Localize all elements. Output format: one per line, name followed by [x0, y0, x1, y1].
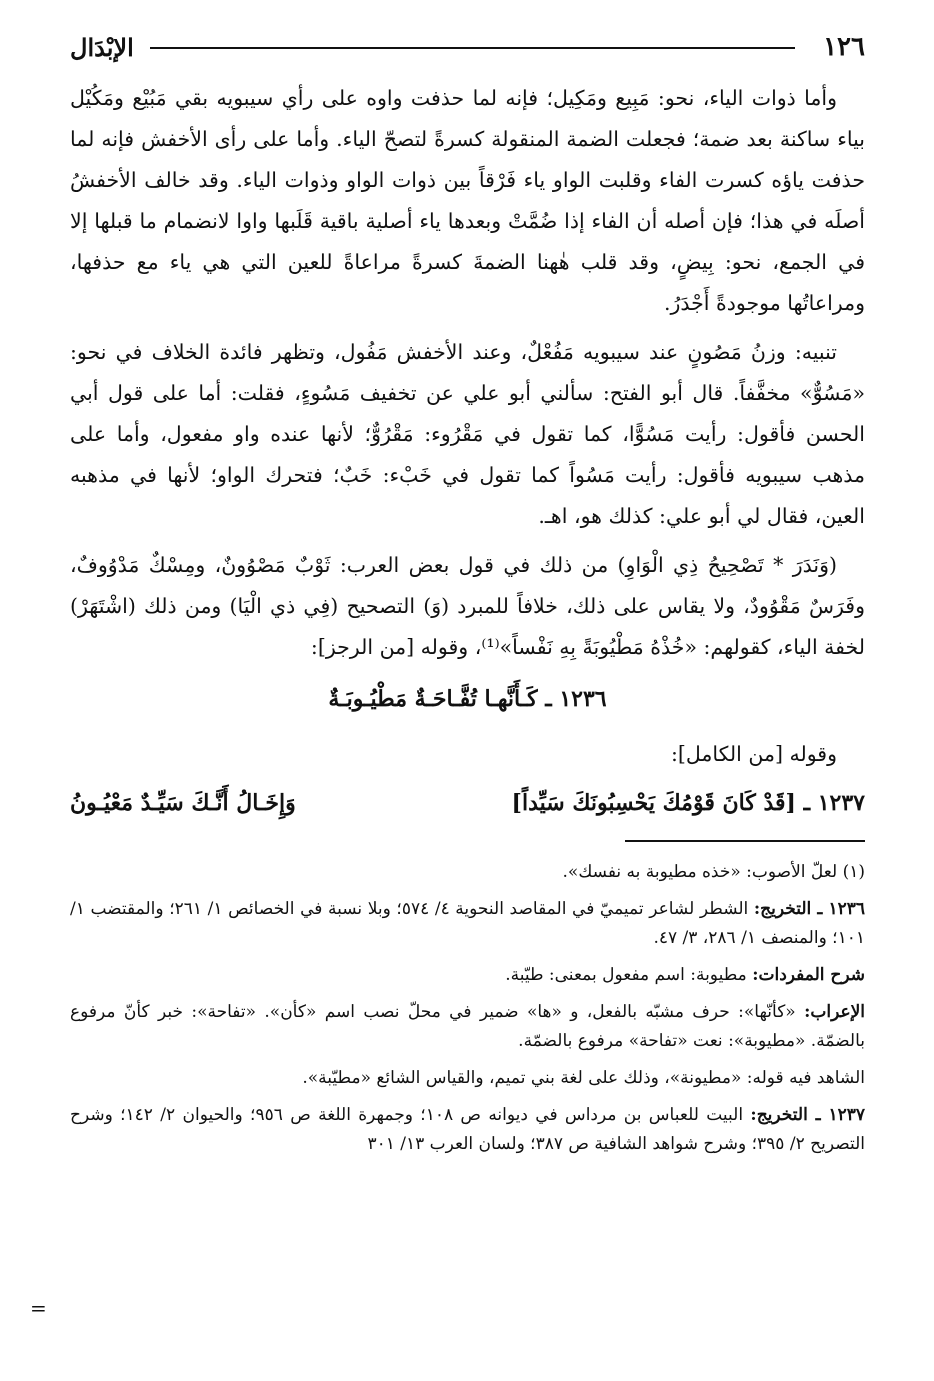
verse-intro: وقوله [من الكامل]: — [670, 742, 837, 766]
paragraph: تنبيه: وزنُ مَصُونٍ عند سيبويه مَفُعْلٌ، وعند الأخفش مَفُول، وتظهر فائدة الخلاف في نحو: «مَسُوٌّ» مخفَّفاً. قال أبو الفتح: سألني أبو علي عن تخفيف مَسُوءٍ، فقلت: أما على قول أبي الحسن فأقول: رأيت مَسُوًّا، كما تقول في مَقْرُوء: مَقْرُوٌّ؛ لأنها عنده واو مفعول، وأما على مذهب سيبويه فأقول: رأيت مَسُواً كما تقول في خَبْء: خَبٌ؛ فتحرك الواو؛ لأنها في مذهبه العين، فقال لي أبو علي: كذلك هو، اهـ. — [70, 340, 865, 528]
footnote-text: مطيوبة: اسم مفعول بمعنى: طيّبة. — [505, 965, 747, 985]
footnote-text: الشاهد فيه قوله: «مطيونة»، وذلك على لغة بني تميم، والقياس الشائع «مطيّبة». — [302, 1068, 865, 1088]
footnote-separator — [625, 840, 865, 842]
header-rule — [150, 47, 795, 49]
chapter-title: الإبْدَال — [70, 33, 144, 62]
paragraph: (وَنَدَرَ * تَصْحِيحُ ذِي الْوَاوِ) من ذلك في قول بعض العرب: ثَوْبٌ مَصْوُونٌ، ومِسْكٌ مَدْوُوفٌ، وفَرَسٌ مَقْوُودٌ، ولا يقاس على ذلك، خلافاً للمبرد (وَ) التصحيح (فِي ذي الْيَا) ومن ذلك (اشْتَهَرْ) لخفة الياء، كقولهم: «خُذْهُ مَطْيُوبَةً بِهِ نَفْساً»⁽¹⁾، وقوله [من الرجز]: — [70, 553, 865, 659]
footnote-text: «كأنّها»: حرف مشبّه بالفعل، و «ها» ضمير في محلّ نصب اسم «كأن». «تفاحة»: خبر كأنّ مرفوع بالضمّة. «مطيوبة»: نعت «تفاحة» مرفوع بالضمّة. — [70, 1002, 865, 1051]
footnote-label: ١٢٣٧ ـ التخريج: — [750, 1105, 866, 1125]
paragraph: وأما ذوات الياء، نحو: مَبِيع ومَكِيل؛ فإنه لما حذفت واوه على رأي سيبويه بقي مَبُيْع ومَكُيْل بياء ساكنة بعد ضمة؛ فجعلت الضمة المنقولة كسرةً لتصحّ الياء. وأما على رأى الأخفش فإنه لما حذفت ياؤه كسرت الفاء وقلبت الواو ياء فَرْقاً بين ذوات الواو وذوات الياء. وقد خالف الأخفشُ أصلَه في هذا؛ فإن أصله أن الفاء إذا ضُمَّتْ وبعدها ياء أصلية باقية قَلَبها واوا لانضمام ما قبلها إلا في الجمع، نحو: بِيضٍ، وقد قلب هٰهنا الضمةَ كسرةً مراعاةً للعين التي هي ياء مع حذفها، ومراعاتُها موجودةً أَجْدَرُ. — [70, 86, 865, 315]
verse-1236: ١٢٣٦ ـ كَـأَنَّهـا تُفَّـاحَـةٌ مَطْيُـوبَـةٌ — [328, 686, 607, 712]
continuation-mark: = — [30, 1296, 47, 1320]
footnote-text: (١) لعلّ الأصوب: «خذه مطيوبة به نفسك». — [562, 862, 865, 882]
book-page — [30, 30, 866, 1360]
footnote-text: البيت للعباس بن مرداس في ديوانه ص ١٠٨؛ وجمهرة اللغة ص ٩٥٦؛ والحيوان ٢/ ١٤٢؛ وشرح التصريح ٢/ ٣٩٥؛ وشرح شواهد الشافية ص ٣٨٧؛ ولسان العرب ١٣/ ٣٠١ — [70, 1105, 865, 1154]
footnote — [70, 895, 865, 953]
footnote-label: ١٢٣٦ ـ التخريج: — [753, 899, 865, 919]
footnote — [70, 961, 865, 990]
page-header — [70, 30, 865, 64]
footnote — [70, 858, 865, 887]
footnote — [70, 1064, 865, 1093]
verse-1237 — [70, 780, 865, 826]
footnote-text: الشطر لشاعر تميميّ في المقاصد النحوية ٤/ ٥٧٤؛ وبلا نسبة في الخصائص ١/ ٢٦١؛ والمقتضب ١/ ١٠١؛ والمنصف ١/ ٢٨٦، ٣/ ٤٧. — [70, 899, 865, 948]
footnote — [70, 1101, 865, 1159]
footnotes — [70, 858, 865, 1159]
footnote-label: شرح المفردات: — [752, 965, 865, 985]
main-text — [70, 78, 865, 668]
verse-first-hemistich: ١٢٣٧ ـ [قَدْ كَانَ قَوْمُكَ يَحْسِبُونَكَ سَيِّداً] — [511, 790, 865, 816]
page-number: ١٢٦ — [813, 32, 865, 62]
verse-second-hemistich: وَإِخَـالُ أَنَّـكَ سَيِّـدٌ مَعْيُـونُ — [70, 790, 296, 816]
footnote — [70, 998, 865, 1056]
footnote-label: الإعراب: — [804, 1002, 866, 1022]
